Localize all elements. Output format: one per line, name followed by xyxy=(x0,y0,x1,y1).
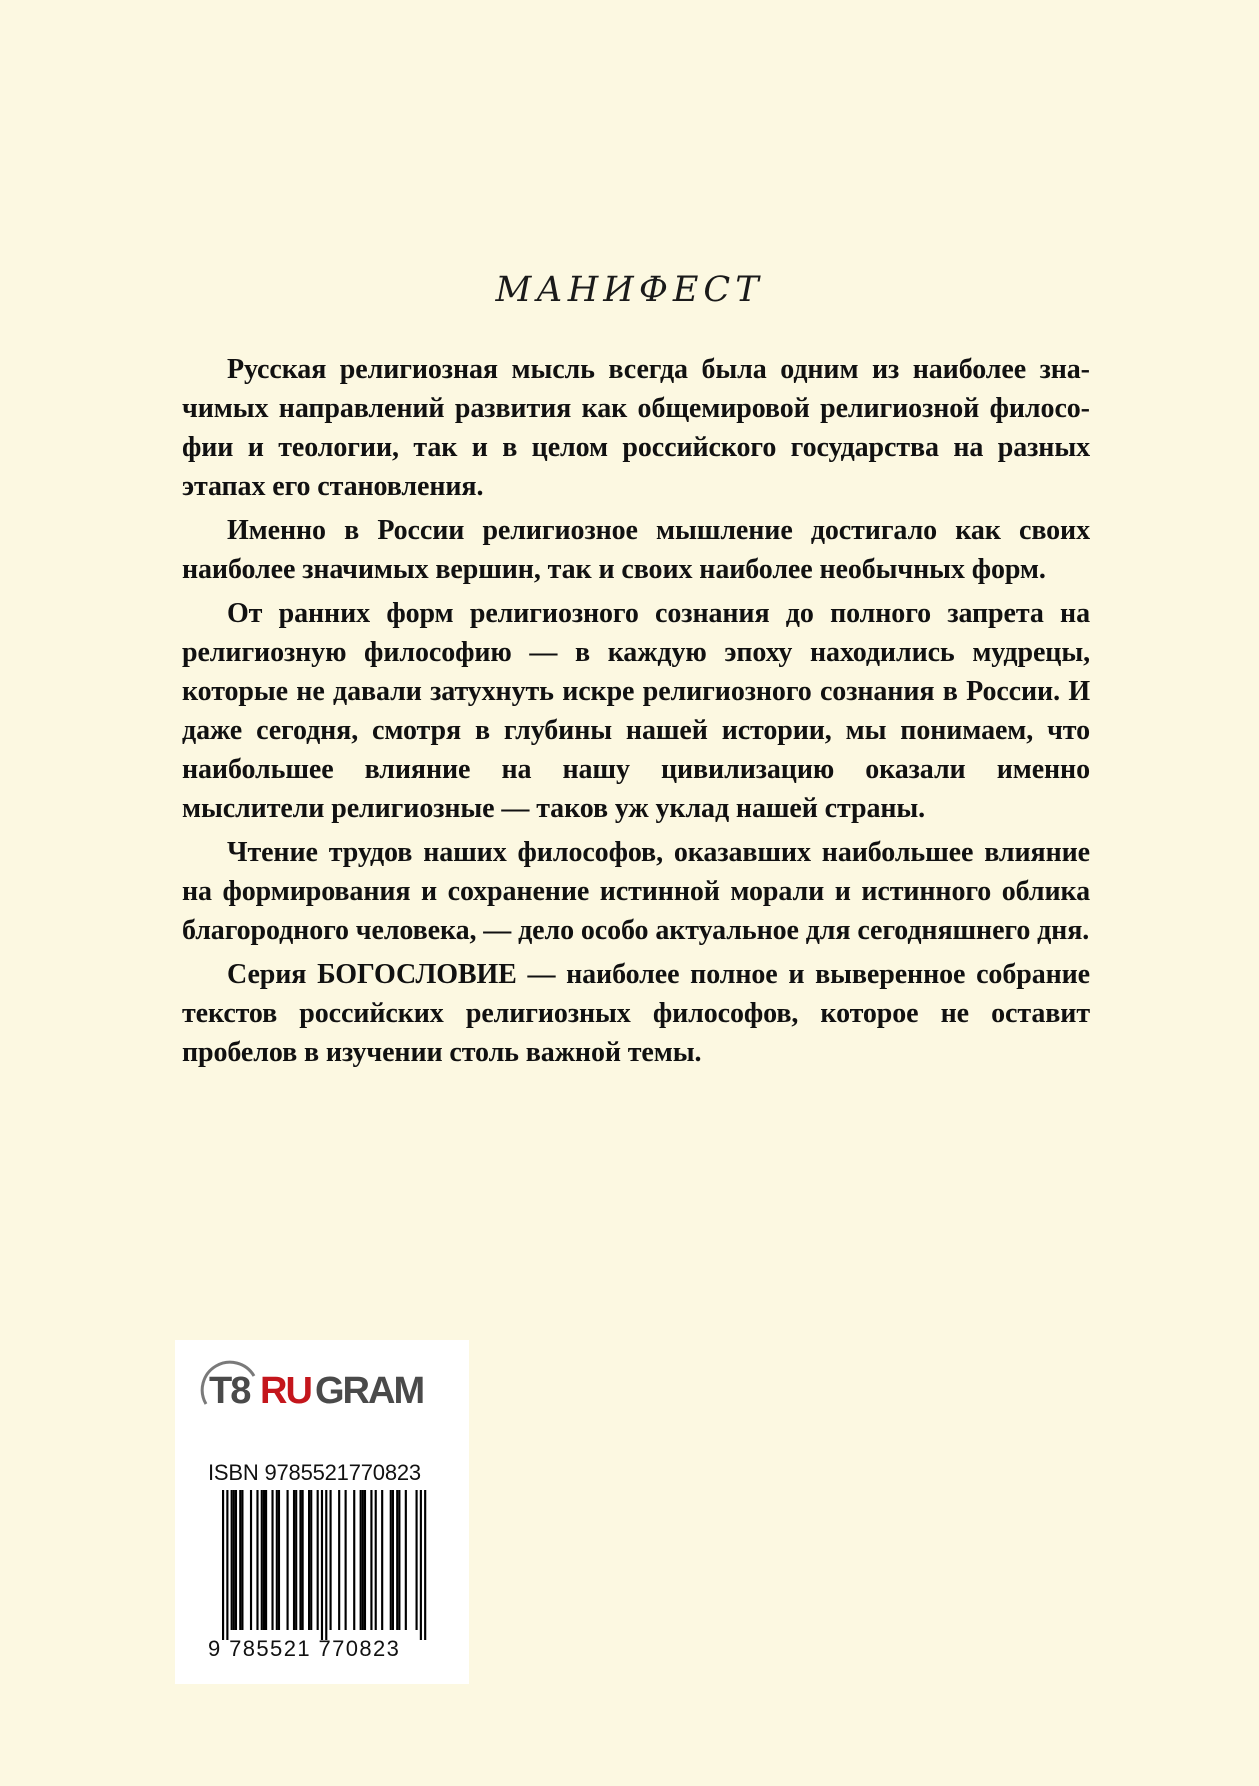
barcode-bar xyxy=(261,1490,263,1630)
barcode-bar xyxy=(265,1490,267,1630)
barcode-bar xyxy=(317,1490,319,1630)
barcode-bar xyxy=(345,1490,347,1630)
barcode-bar xyxy=(233,1490,235,1630)
barcode-bar xyxy=(302,1490,304,1630)
barcode-bar xyxy=(287,1490,289,1630)
manifesto-text xyxy=(182,350,1090,1077)
barcode-bar xyxy=(325,1490,327,1640)
barcode-bar xyxy=(276,1490,278,1630)
barcode-bar xyxy=(278,1490,280,1630)
paragraph-3: От ранних форм религиозного сознания до полного запрета на религиозную философию — в каждую эпоху находились мудрецы, которые не давали затухнуть искре религиозного сознания в России. И даже сегодня, смотря в глубины нашей истории, мы понимаем, что наибольшее влияние на нашу цивилизацию оказали именно мыслители религиозные — таков уж уклад нашей страны. xyxy=(182,598,1090,824)
isbn-label: ISBN 9785521770823 xyxy=(208,1460,421,1485)
paragraph-1: Русская религиозная мысль всегда была одним из наиболее значимых направлений развития как общемировой религиозной философии и теологии, так и в целом российского государства на разных этапах его становления. xyxy=(182,354,1090,502)
barcode-bar xyxy=(416,1490,418,1630)
barcode-bar xyxy=(396,1490,398,1630)
barcode-bar xyxy=(321,1490,323,1640)
barcode-bar xyxy=(263,1490,265,1630)
barcode-bar xyxy=(420,1490,422,1640)
barcode-bar xyxy=(424,1490,426,1640)
barcode-bar xyxy=(226,1490,228,1640)
paragraph-5: Серия БОГОСЛОВИЕ — наиболее полное и выверенное собрание текстов российских религиозных философов, которое не оставит пробелов в изучении столь важной темы. xyxy=(182,959,1090,1068)
barcode-bar xyxy=(338,1490,340,1630)
barcode-bar xyxy=(364,1490,366,1630)
barcode-bar xyxy=(390,1490,392,1630)
barcode-bar xyxy=(222,1490,224,1640)
barcode-bar xyxy=(353,1490,355,1630)
barcode-icon xyxy=(222,1490,427,1640)
barcode-bar xyxy=(235,1490,237,1630)
barcode-bar xyxy=(231,1490,233,1630)
barcode-digits: 9 785521 770823 xyxy=(208,1636,401,1661)
barcode-bar xyxy=(405,1490,407,1630)
barcode-bar xyxy=(392,1490,394,1630)
barcode-bar xyxy=(360,1490,362,1630)
barcode-bar xyxy=(330,1490,332,1630)
logo-gram-text: GRAM xyxy=(315,1370,424,1412)
barcode-bar xyxy=(381,1490,383,1630)
publisher-block xyxy=(175,1340,469,1684)
barcode-bar xyxy=(293,1490,295,1630)
barcode-bar xyxy=(299,1490,301,1630)
barcode-bar xyxy=(271,1490,273,1630)
barcode-bar xyxy=(250,1490,252,1630)
barcode-bar xyxy=(239,1490,241,1630)
barcode-bar xyxy=(375,1490,377,1630)
barcode-bar xyxy=(241,1490,243,1630)
logo-ru-text: RU xyxy=(260,1370,311,1412)
page-title: МАНИФЕСТ xyxy=(495,270,764,310)
barcode-bar xyxy=(362,1490,364,1630)
publisher-logo xyxy=(198,1360,448,1420)
barcode-bar xyxy=(256,1490,258,1630)
barcode-bar xyxy=(310,1490,312,1630)
barcode-bar xyxy=(370,1490,372,1630)
barcode-bar xyxy=(295,1490,297,1630)
paragraph-4: Чтение трудов наших философов, оказавших наибольшее влияние на формирования и сохранение истинной морали и истинного облика благородного человека, — дело особо актуальное для сегодняшнего дня. xyxy=(182,837,1090,946)
barcode-bar xyxy=(308,1490,310,1630)
logo-ts-text: T8 xyxy=(209,1370,250,1412)
paragraph-2: Именно в России религиозное мышление достигало как своих наиболее значимых вершин, так и своих наиболее необычных форм. xyxy=(182,515,1090,585)
barcode-bar xyxy=(398,1490,400,1630)
